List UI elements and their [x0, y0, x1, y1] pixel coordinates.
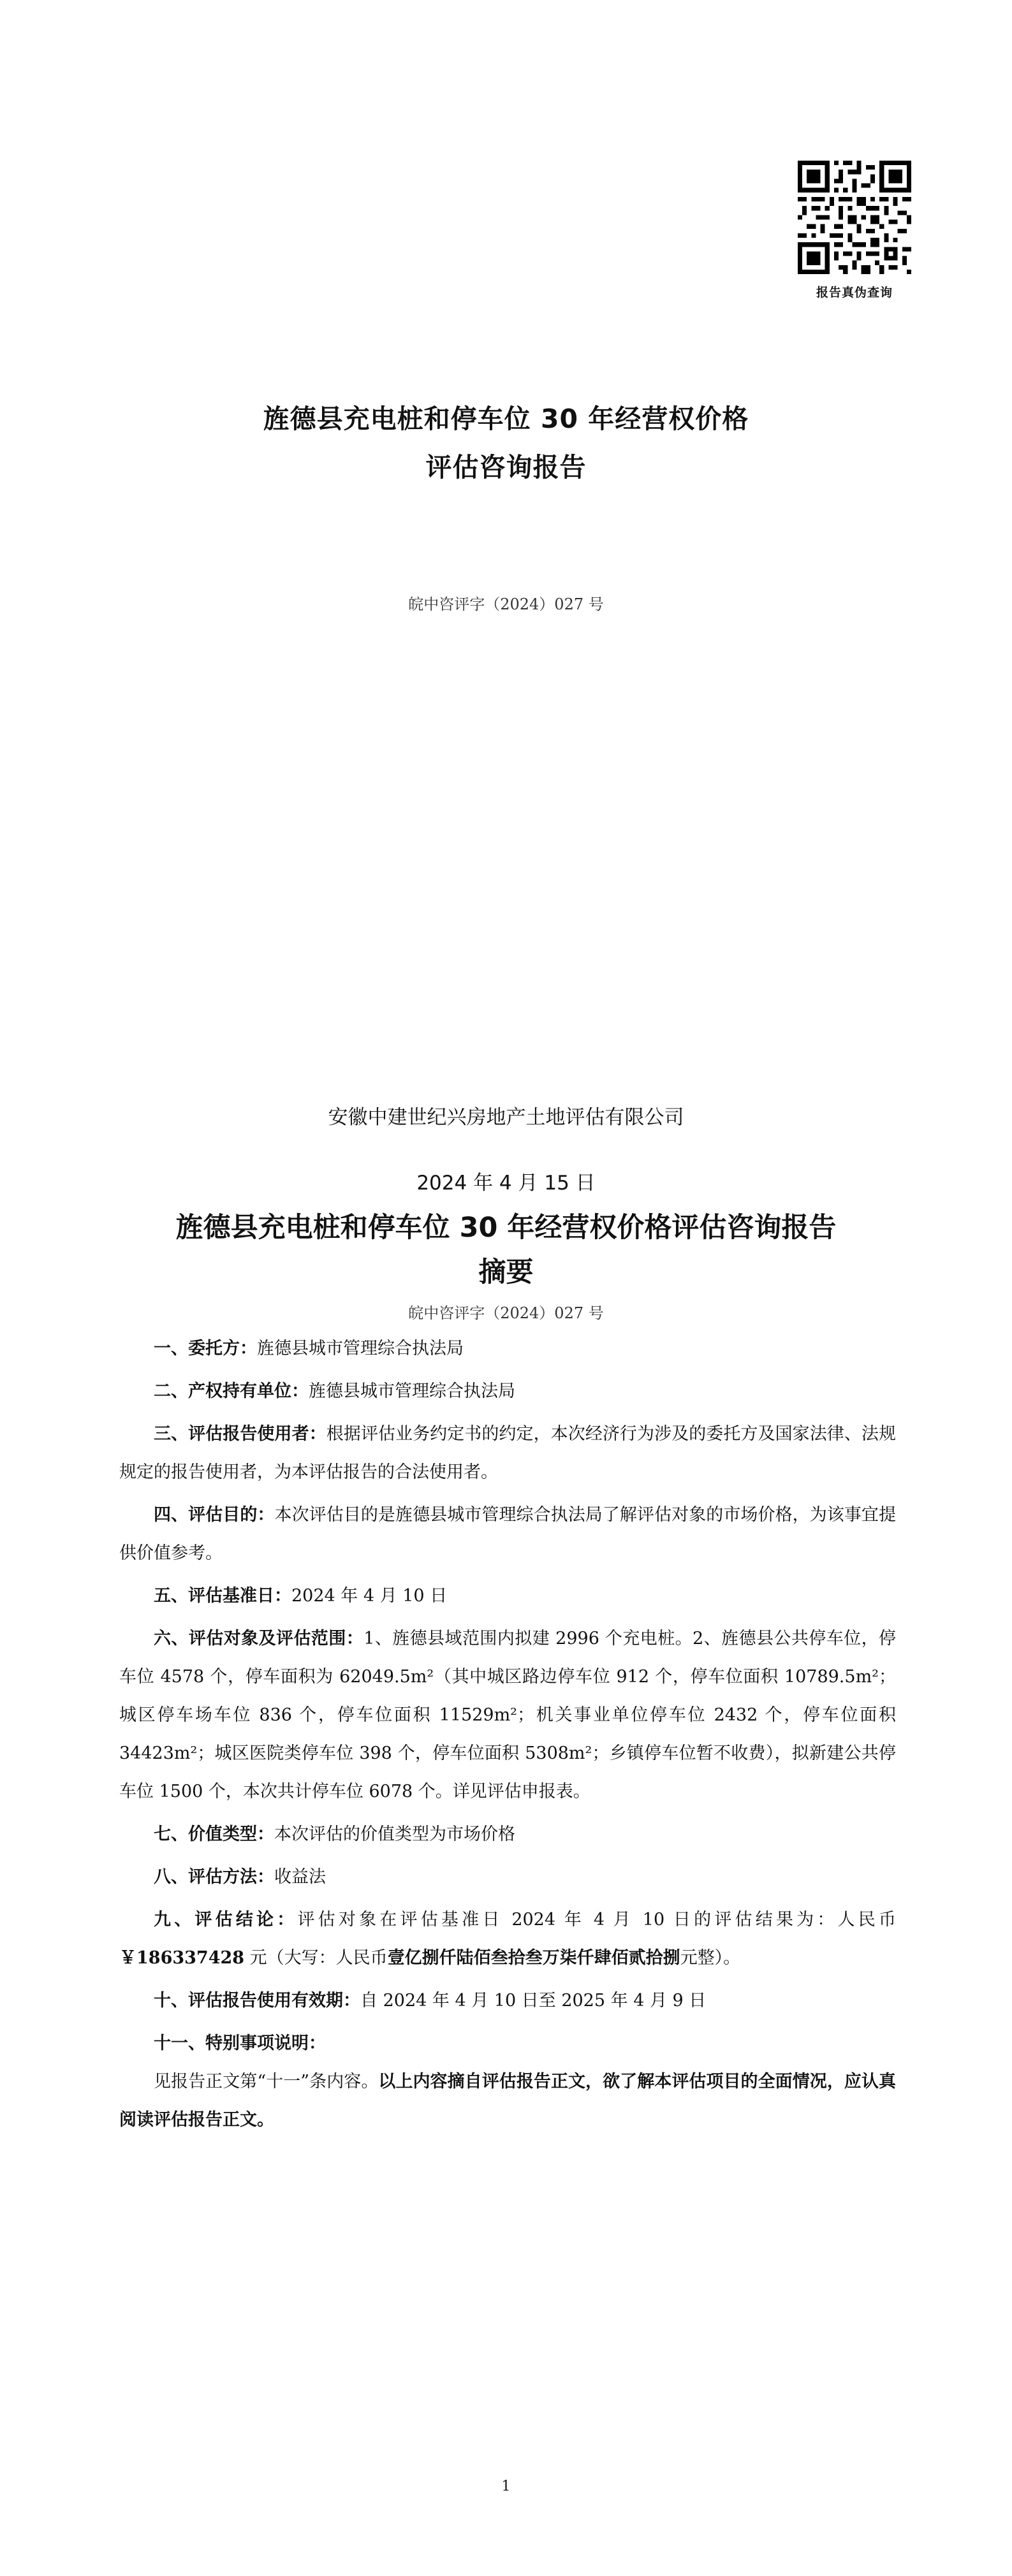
- page-number: 1: [501, 2478, 511, 2494]
- summary-item: 十、评估报告使用有效期：自 2024 年 4 月 10 日至 2025 年 4 月 9 日: [154, 1991, 707, 2011]
- summary-item-conclusion: 九、评估结论：评估对象在评估基准日 2024 年 4 月 10 日的评估结果为：人民币￥186337428 元（大写：人民币壹亿捌仟陆佰叁拾叁万柒仟肆佰贰拾捌元整）。: [119, 1910, 896, 1968]
- summary-item: 五、评估基准日：2024 年 4 月 10 日: [154, 1586, 448, 1606]
- qr-code-icon[interactable]: [798, 161, 911, 274]
- summary-item: 四、评估目的：本次评估目的是旌德县城市管理综合执法局了解评估对象的市场价格，为该事宜提供价值参考。: [119, 1505, 896, 1563]
- company-name: 安徽中建世纪兴房地产土地评估有限公司: [328, 1106, 684, 1129]
- qr-caption: 报告真伪查询: [816, 286, 893, 300]
- report-date: 2024 年 4 月 15 日: [416, 1172, 596, 1195]
- summary-item: 一、委托方：旌德县城市管理综合执法局: [154, 1339, 464, 1358]
- conclusion-amount: ￥186337428: [119, 1948, 245, 1968]
- summary-title: 旌德县充电桩和停车位 30 年经营权价格评估咨询报告: [175, 1212, 837, 1244]
- summary-subtitle: 摘要: [478, 1256, 534, 1288]
- summary-body: [119, 1330, 896, 2144]
- qr-verification: [791, 161, 918, 300]
- summary-item: 八、评估方法：收益法: [154, 1867, 326, 1887]
- conclusion-amount-words: 壹亿捌仟陆佰叁拾叁万柒仟肆佰贰拾捌: [387, 1948, 680, 1968]
- summary-item: 二、产权持有单位：旌德县城市管理综合执法局: [154, 1381, 515, 1401]
- cover-reference-number: 皖中咨评字（2024）027 号: [408, 595, 604, 613]
- cover-title-line2: 评估咨询报告: [425, 452, 587, 483]
- special-note: 见报告正文第“十一”条内容。以上内容摘自评估报告正文，欲了解本评估项目的全面情况，应认真阅读评估报告正文。: [119, 2072, 897, 2130]
- summary-reference-number: 皖中咨评字（2024）027 号: [408, 1304, 604, 1322]
- cover-title-line1: 旌德县充电桩和停车位 30 年经营权价格: [263, 404, 749, 434]
- summary-item: 六、评估对象及评估范围：1、旌德县域范围内拟建 2996 个充电桩。2、旌德县公共停车位，停车位 4578 个，停车面积为 62049.5m²（其中城区路边停车位 912 个，停车位面积 10789.5m²；城区停车场车位 836 个，停车位面积 11529m²；机关事业单位停车位 2432 个，停车位面积 34423m²；城区医院类停车位 398 个，停车位面积 5308m²；乡镇停车位暂不收费），拟新建公共停车位 1500 个，本次共计停车位 6078 个。详见评估申报表。: [119, 1629, 897, 1801]
- summary-item: 七、价值类型：本次评估的价值类型为市场价格: [154, 1824, 515, 1844]
- summary-item-special: 十一、特别事项说明：: [154, 2034, 326, 2053]
- summary-item: 三、评估报告使用者：根据评估业务约定书的约定，本次经济行为涉及的委托方及国家法律、法规规定的报告使用者，为本评估报告的合法使用者。: [119, 1424, 897, 1482]
